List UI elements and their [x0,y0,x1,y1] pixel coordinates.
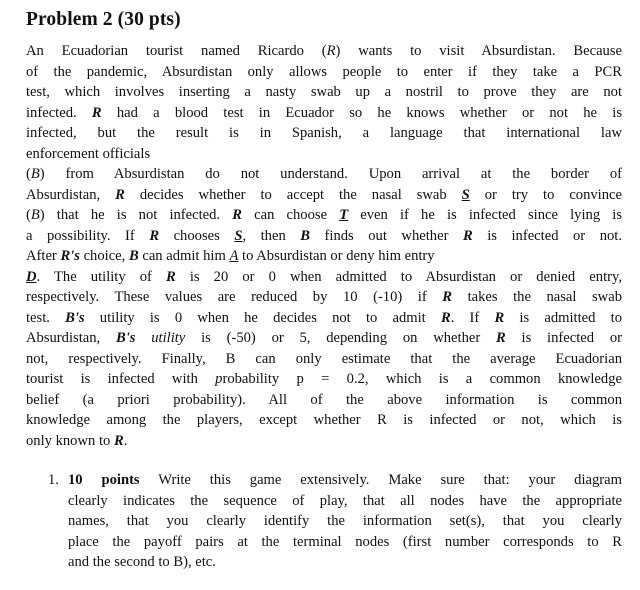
para-line-7: (B) from Absurdistan do not understand. Upon arrival at the border of [26,166,622,182]
para-line-18: belief (a priori probability). All of the above information is common [26,391,622,408]
question-line-1-text: Write this game extensively. Make sure that: your diagram [158,472,622,488]
para-line-15: Absurdistan, B's utility is (-50) or 5, depending on whether R is infected or [26,330,622,346]
question-line-3: names, that you clearly identify the information set(s), that you clearly [68,513,622,529]
question-1 [68,470,622,573]
para-line-10: a possibility. If R chooses S, then B finds out whether R is infected or not. [26,227,622,244]
para-line-5: infected, but the result is in Spanish, a language that international law [26,125,622,141]
para-line-9: (B) that he is not infected. R can choose T even if he is infected since lying is [26,207,622,223]
para-line-8: Absurdistan, R decides whether to accept the nasal swab S or try to convince [26,186,622,203]
problem-statement [26,41,622,451]
question-number: 1. [48,472,59,488]
para-line-11: After R's choice, B can admit him A to Absurdistan or deny him entry [26,248,435,264]
para-line-16: not, respectively. Finally, B can only estimate that the average Ecuadorian [26,350,622,367]
para-line-13: respectively. These values are reduced by 10 (-10) if R takes the nasal swab [26,289,622,305]
question-line-1 [68,470,622,491]
para-line-4: infected. R had a blood test in Ecuador so he knows whether or not he is [26,104,622,121]
para-line-2: of the pandemic, Absurdistan only allows people to enter if they take a PCR [26,63,622,80]
para-line-3: test, which involves inserting a nasty swab up a nostril to prove they are not [26,84,622,100]
question-points-label: 10 points [68,472,140,488]
question-line-5: and the second to B), etc. [68,554,216,570]
para-line-12: D. The utility of R is 20 or 0 when admitted to Absurdistan or denied entry, [26,268,622,285]
question-line-2: clearly indicates the sequence of play, that all nodes have the appropriate [68,492,622,509]
para-line-14: test. B's utility is 0 when he decides not to admit R. If R is admitted to [26,309,622,326]
para-line-17: tourist is infected with probability p = 0.2, which is a common knowledge [26,371,622,387]
para-line-20: only known to R. [26,432,128,449]
para-line-19: knowledge among the players, except whether R is infected or not, which is [26,412,622,428]
para-line-6: enforcement officials [26,145,151,162]
para-line-1: An Ecuadorian tourist named Ricardo (R) wants to visit Absurdistan. Because [26,43,622,59]
question-line-4: place the payoff pairs at the terminal nodes (first number corresponds to R [68,533,622,550]
problem-title: Problem 2 (30 pts) [26,9,181,30]
